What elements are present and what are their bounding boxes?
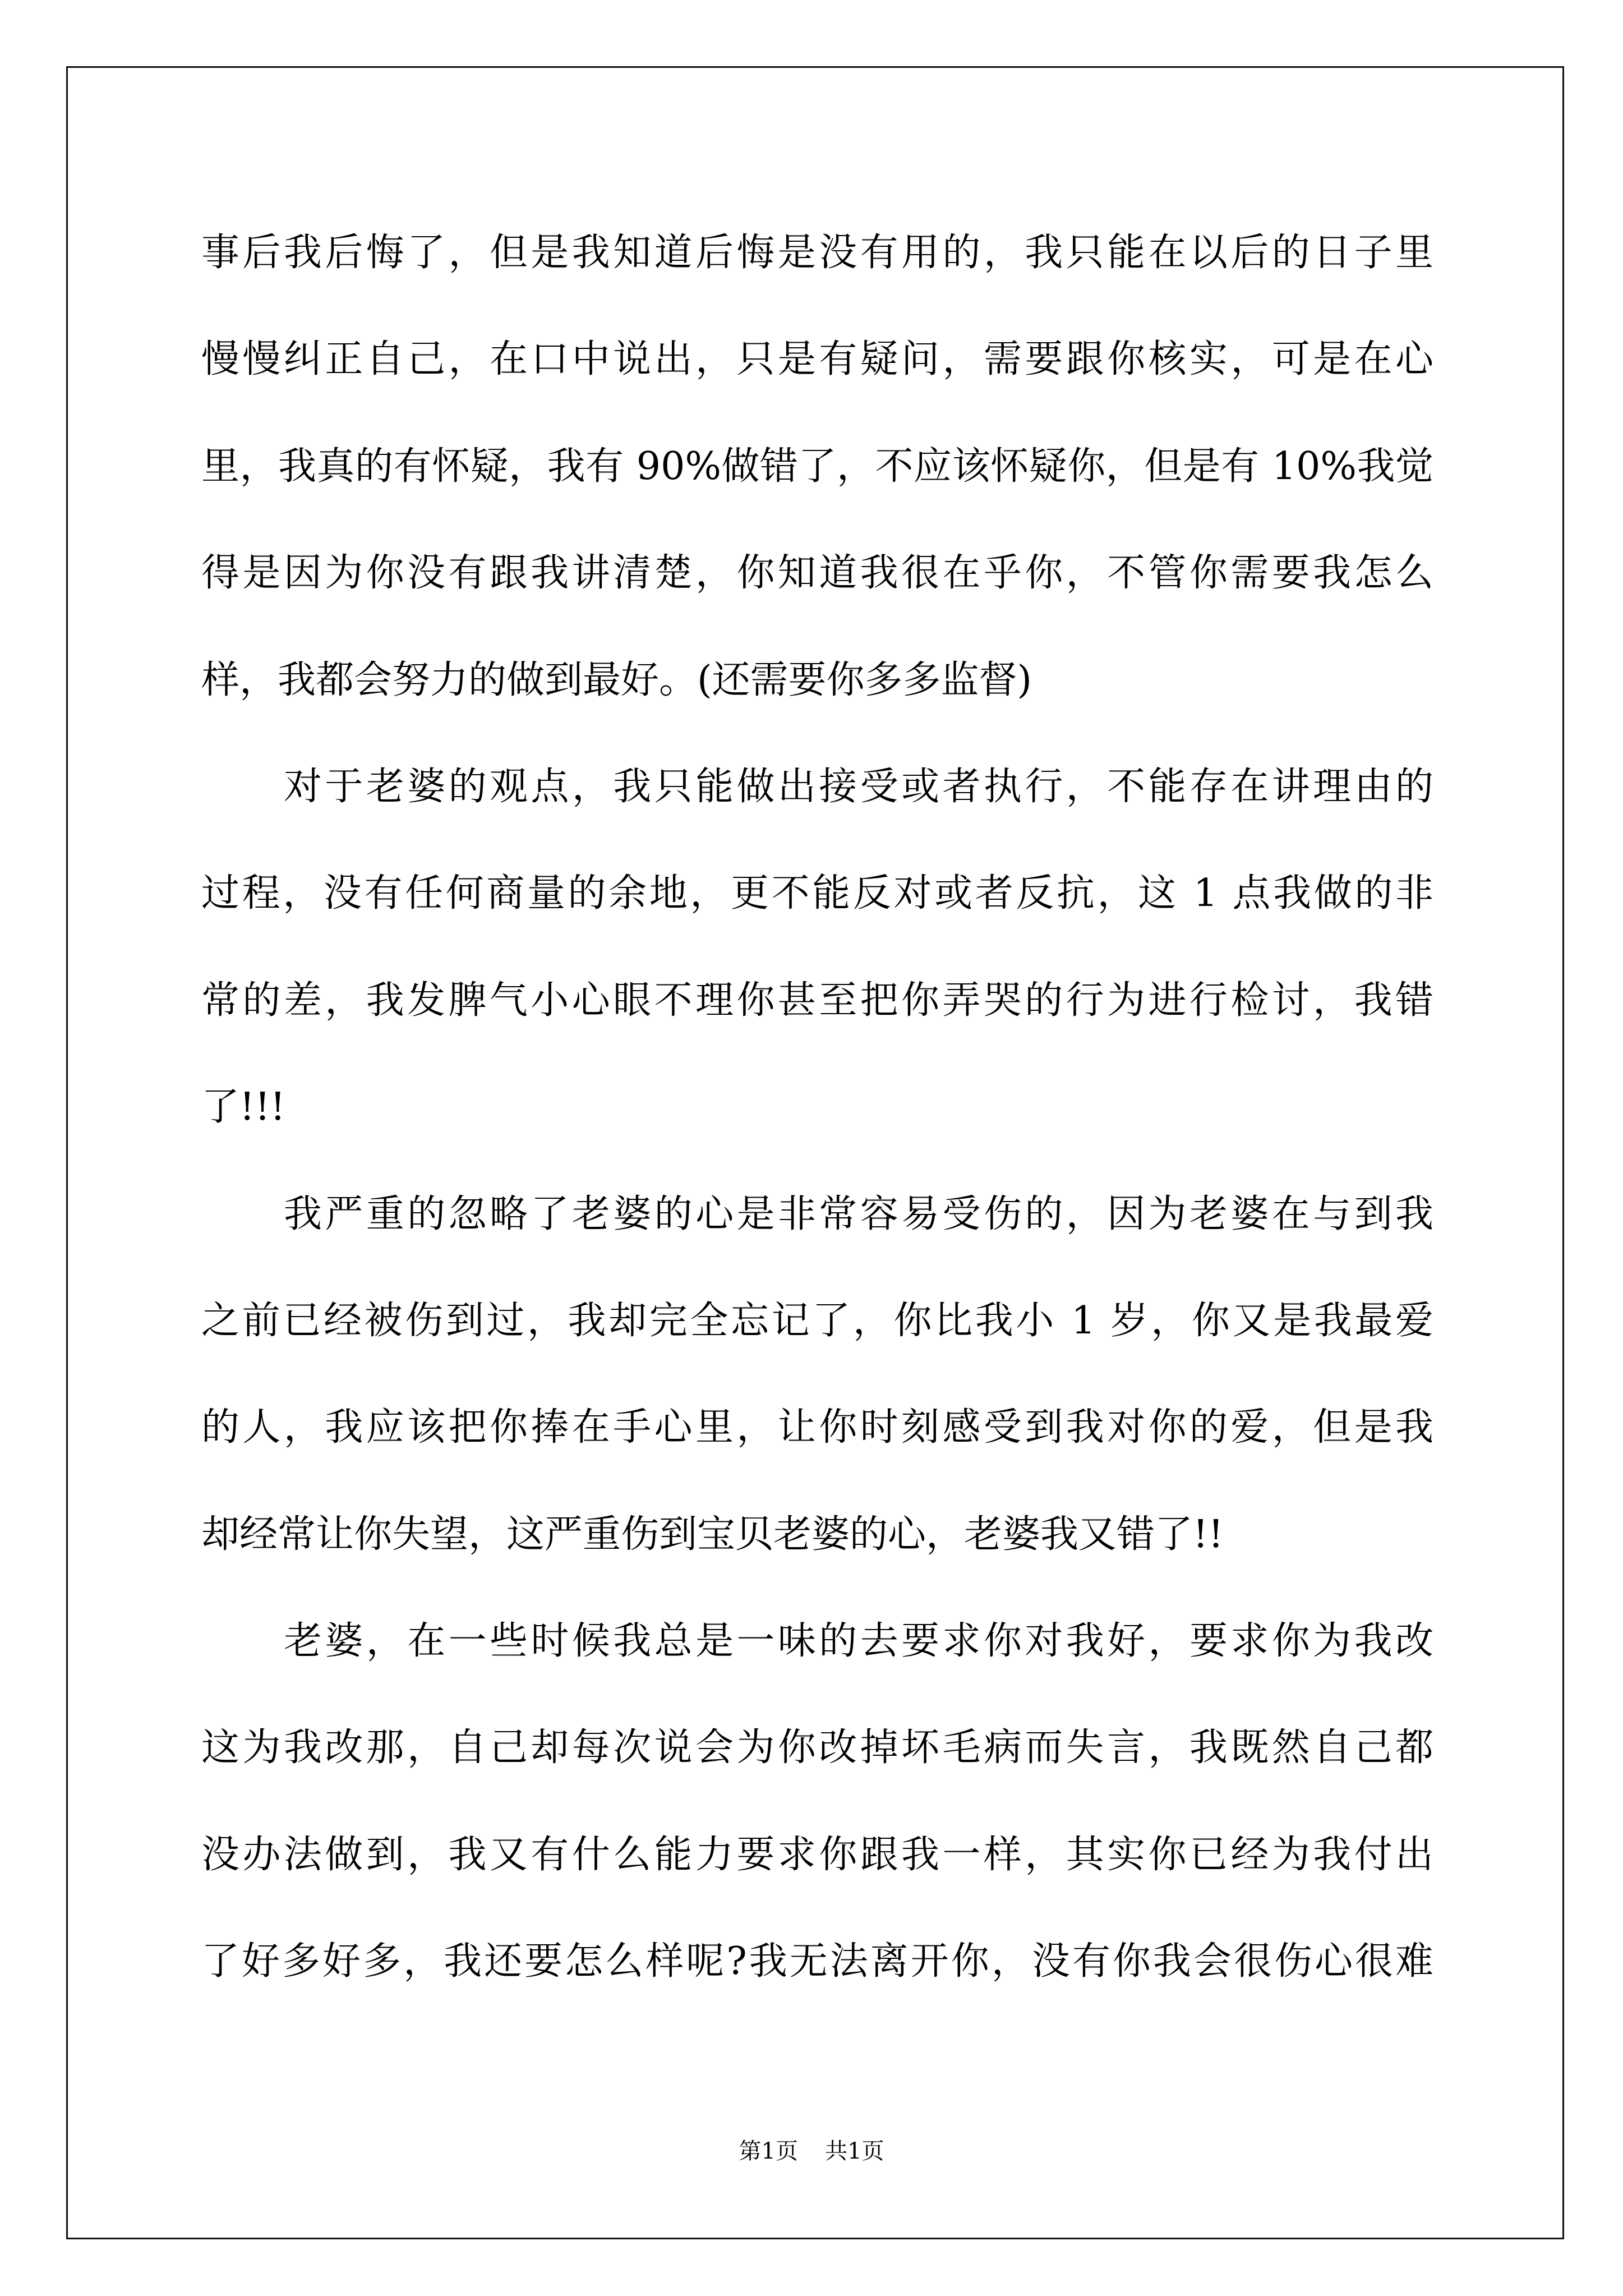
page-footer xyxy=(0,2134,1623,2168)
paragraph xyxy=(201,1161,1433,1589)
text-line: 过程，没有任何商量的余地，更不能反对或者反抗，这 1 点我做的非 xyxy=(201,871,1433,916)
paragraph xyxy=(201,200,1433,734)
paragraph xyxy=(201,1588,1433,2016)
text-line: 我严重的忽略了老婆的心是非常容易受伤的，因为老婆在与到我 xyxy=(284,1191,1433,1236)
page-total: 共1页 xyxy=(825,2138,884,2164)
text-line: 事后我后悔了，但是我知道后悔是没有用的，我只能在以后的日子里 xyxy=(201,231,1433,275)
text-line: 得是因为你没有跟我讲清楚，你知道我很在乎你，不管你需要我怎么 xyxy=(201,551,1433,596)
text-line: 对于老婆的观点，我只能做出接受或者执行，不能存在讲理由的 xyxy=(284,764,1433,809)
paragraph xyxy=(201,734,1433,1161)
text-line: 常的差，我发脾气小心眼不理你甚至把你弄哭的行为进行检讨，我错 xyxy=(201,978,1433,1023)
text-line: 这为我改那，自己却每次说会为你改掉坏毛病而失言，我既然自己都 xyxy=(201,1726,1433,1770)
text-line: 里，我真的有怀疑，我有 90%做错了，不应该怀疑你，但是有 10%我觉 xyxy=(201,444,1433,489)
page-number: 第1页 xyxy=(739,2138,798,2164)
text-line: 了好多好多，我还要怎么样呢?我无法离开你，没有你我会很伤心很难 xyxy=(201,1939,1433,1984)
text-line: 之前已经被伤到过，我却完全忘记了，你比我小 1 岁，你又是我最爱 xyxy=(201,1298,1433,1343)
text-line: 老婆，在一些时候我总是一味的去要求你对我好，要求你为我改 xyxy=(284,1619,1433,1664)
text-line: 没办法做到，我又有什么能力要求你跟我一样，其实你已经为我付出 xyxy=(201,1832,1433,1877)
document-body xyxy=(201,200,1433,2016)
text-line: 的人，我应该把你捧在手心里，让你时刻感受到我对你的爱，但是我 xyxy=(201,1405,1433,1450)
text-line: 样，我都会努力的做到最好。(还需要你多多监督) xyxy=(201,657,1032,702)
text-line: 却经常让你失望，这严重伤到宝贝老婆的心，老婆我又错了!! xyxy=(201,1512,1224,1557)
text-line: 慢慢纠正自己，在口中说出，只是有疑问，需要跟你核实，可是在心 xyxy=(201,337,1433,382)
text-line: 了!!! xyxy=(201,1085,285,1130)
